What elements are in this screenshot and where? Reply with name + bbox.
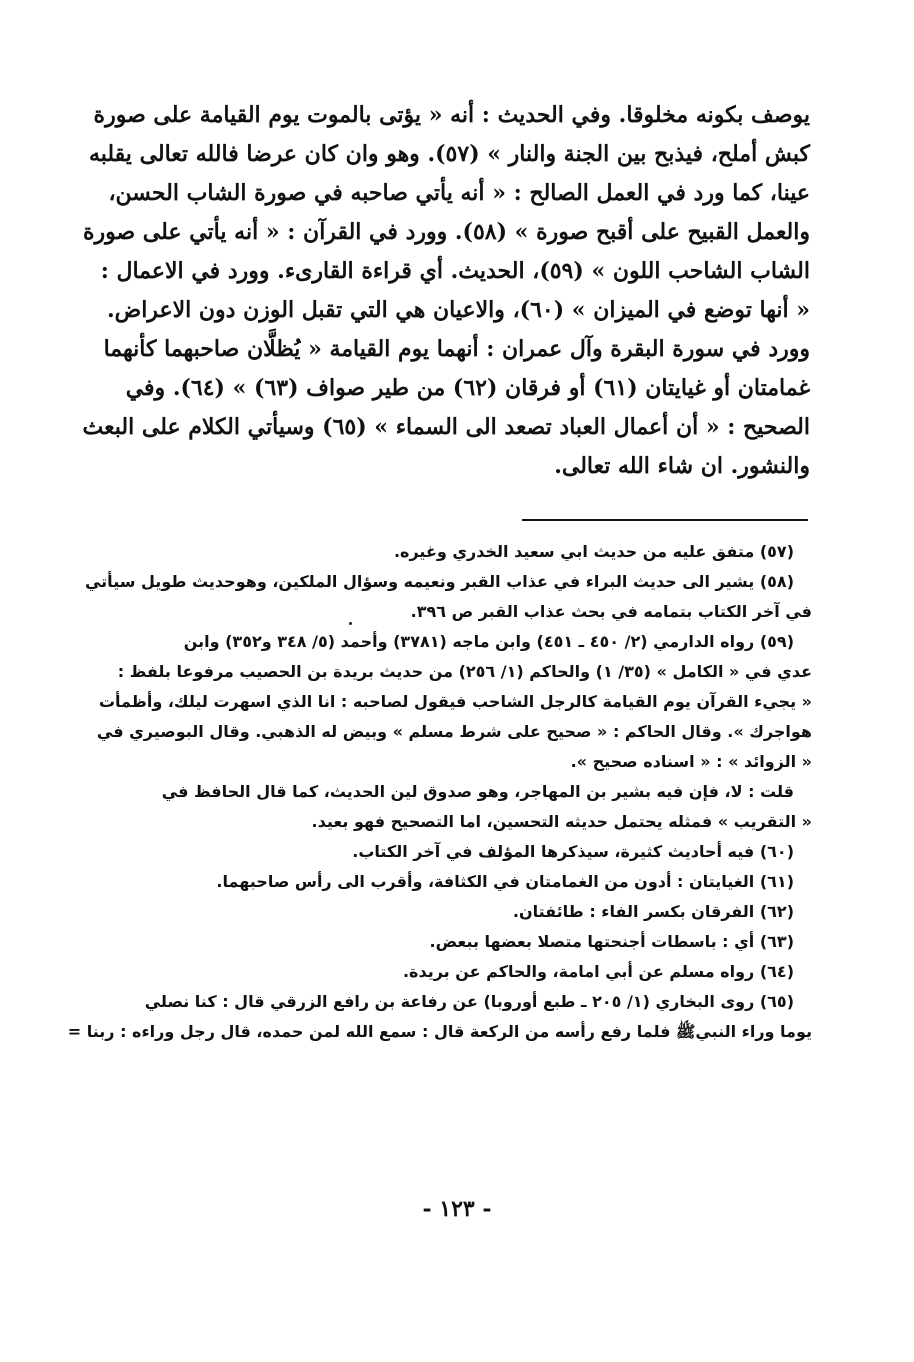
- footnotes-section: [67, 537, 812, 1047]
- footnote-line: (٦٣) أي : باسطات أجنحتها متصلا بعضها ببعض.: [429, 932, 794, 951]
- body-line: « أنها توضع في الميزان » (٦٠)، والاعيان هي التي تقبل الوزن دون الاعراض.: [106, 297, 810, 323]
- footnote-line: (٥٧) متفق عليه من حديث ابي سعيد الخدري وغيره.: [393, 542, 794, 561]
- body-line: الشاب الشاحب اللون » (٥٩)، الحديث. أي قراءة القارىء. وورد في الاعمال :: [100, 258, 810, 284]
- main-body-text: [82, 96, 810, 486]
- body-line: غمامتان أو غيايتان (٦١) أو فرقان (٦٢) من طير صواف (٦٣) » (٦٤). وفي: [125, 375, 810, 401]
- footnote-line: (٦٥) روى البخاري (١/ ٢٠٥ ـ طبع أوروبا) عن رفاعة بن رافع الزرقي قال : كنا نصلي: [144, 992, 794, 1011]
- body-line: عينا، كما ورد في العمل الصالح : « أنه يأتي صاحبه في صورة الشاب الحسن،: [108, 180, 810, 206]
- footnote-line: (٥٩) رواه الدارمي (٢/ ٤٥٠ ـ ٤٥١) وابن ماجه (٣٧٨١) وأحمد (٥/ ٣٤٨ و٣٥٢) وابن: [183, 632, 794, 651]
- body-line: الصحيح : « أن أعمال العباد تصعد الى السماء » (٦٥) وسيأتي الكلام على البعث: [82, 414, 810, 440]
- footnote-line: عدي في « الكامل » (٣٥/ ١) والحاكم (١/ ٢٥٦) من حديث بريدة بن الحصيب مرفوعا بلفظ :: [117, 662, 812, 681]
- footnote-line: هواجرك ». وقال الحاكم : « صحيح على شرط مسلم » وبيض له الذهبي. وقال البوصيري في: [96, 722, 812, 741]
- footnote-line: « الزوائد » : « اسناده صحيح ».: [570, 752, 812, 771]
- ink-speck: [349, 622, 352, 625]
- body-line: وورد في سورة البقرة وآل عمران : أنهما يوم القيامة « يُظلَّان صاحبهما كأنهما: [103, 336, 810, 362]
- body-line: كبش أملح، فيذبح بين الجنة والنار » (٥٧). وهو وان كان عرضا فالله تعالى يقلبه: [88, 141, 810, 167]
- footnote-line: (٦١) الغيايتان : أدون من الغمامتان في الكثافة، وأقرب الى رأس صاحبهما.: [216, 872, 794, 891]
- footnote-line: (٥٨) يشير الى حديث البراء في عذاب القبر ونعيمه وسؤال الملكين، وهوحديث طويل سيأتي: [84, 572, 794, 591]
- footnote-line: (٦٢) الفرقان بكسر الفاء : طائفتان.: [512, 902, 794, 921]
- body-line: يوصف بكونه مخلوقا. وفي الحديث : أنه « يؤتى بالموت يوم القيامة على صورة: [93, 102, 810, 128]
- body-line: والنشور. ان شاء الله تعالى.: [554, 453, 810, 479]
- footnote-line: يوما وراء النبيﷺ فلما رفع رأسه من الركعة قال : سمع الله لمن حمده، قال رجل وراءه : ربنا =: [67, 1022, 812, 1041]
- footnote-line: « التقريب » فمثله يحتمل حديثه التحسين، اما التصحيح فهو بعيد.: [311, 812, 812, 831]
- footnote-line: (٦٠) فيه أحاديث كثيرة، سيذكرها المؤلف في آخر الكتاب.: [352, 842, 794, 861]
- footnote-line: في آخر الكتاب بتمامه في بحث عذاب القبر ص ٣٩٦.: [410, 602, 812, 621]
- footnote-separator: [522, 519, 808, 521]
- page-number: - ١٢٣ -: [422, 1196, 492, 1222]
- footnote-line: « يجيء القرآن يوم القيامة كالرجل الشاحب فيقول لصاحبه : انا الذي اسهرت ليلك، وأظمأت: [98, 692, 812, 711]
- footnote-line: قلت : لا، فإن فيه بشير بن المهاجر، وهو صدوق لين الحديث، كما قال الحافظ في: [161, 782, 794, 801]
- body-line: والعمل القبيح على أقبح صورة » (٥٨). وورد في القرآن : « أنه يأتي على صورة: [82, 219, 810, 245]
- footnote-line: (٦٤) رواه مسلم عن أبي امامة، والحاكم عن بريدة.: [402, 962, 794, 981]
